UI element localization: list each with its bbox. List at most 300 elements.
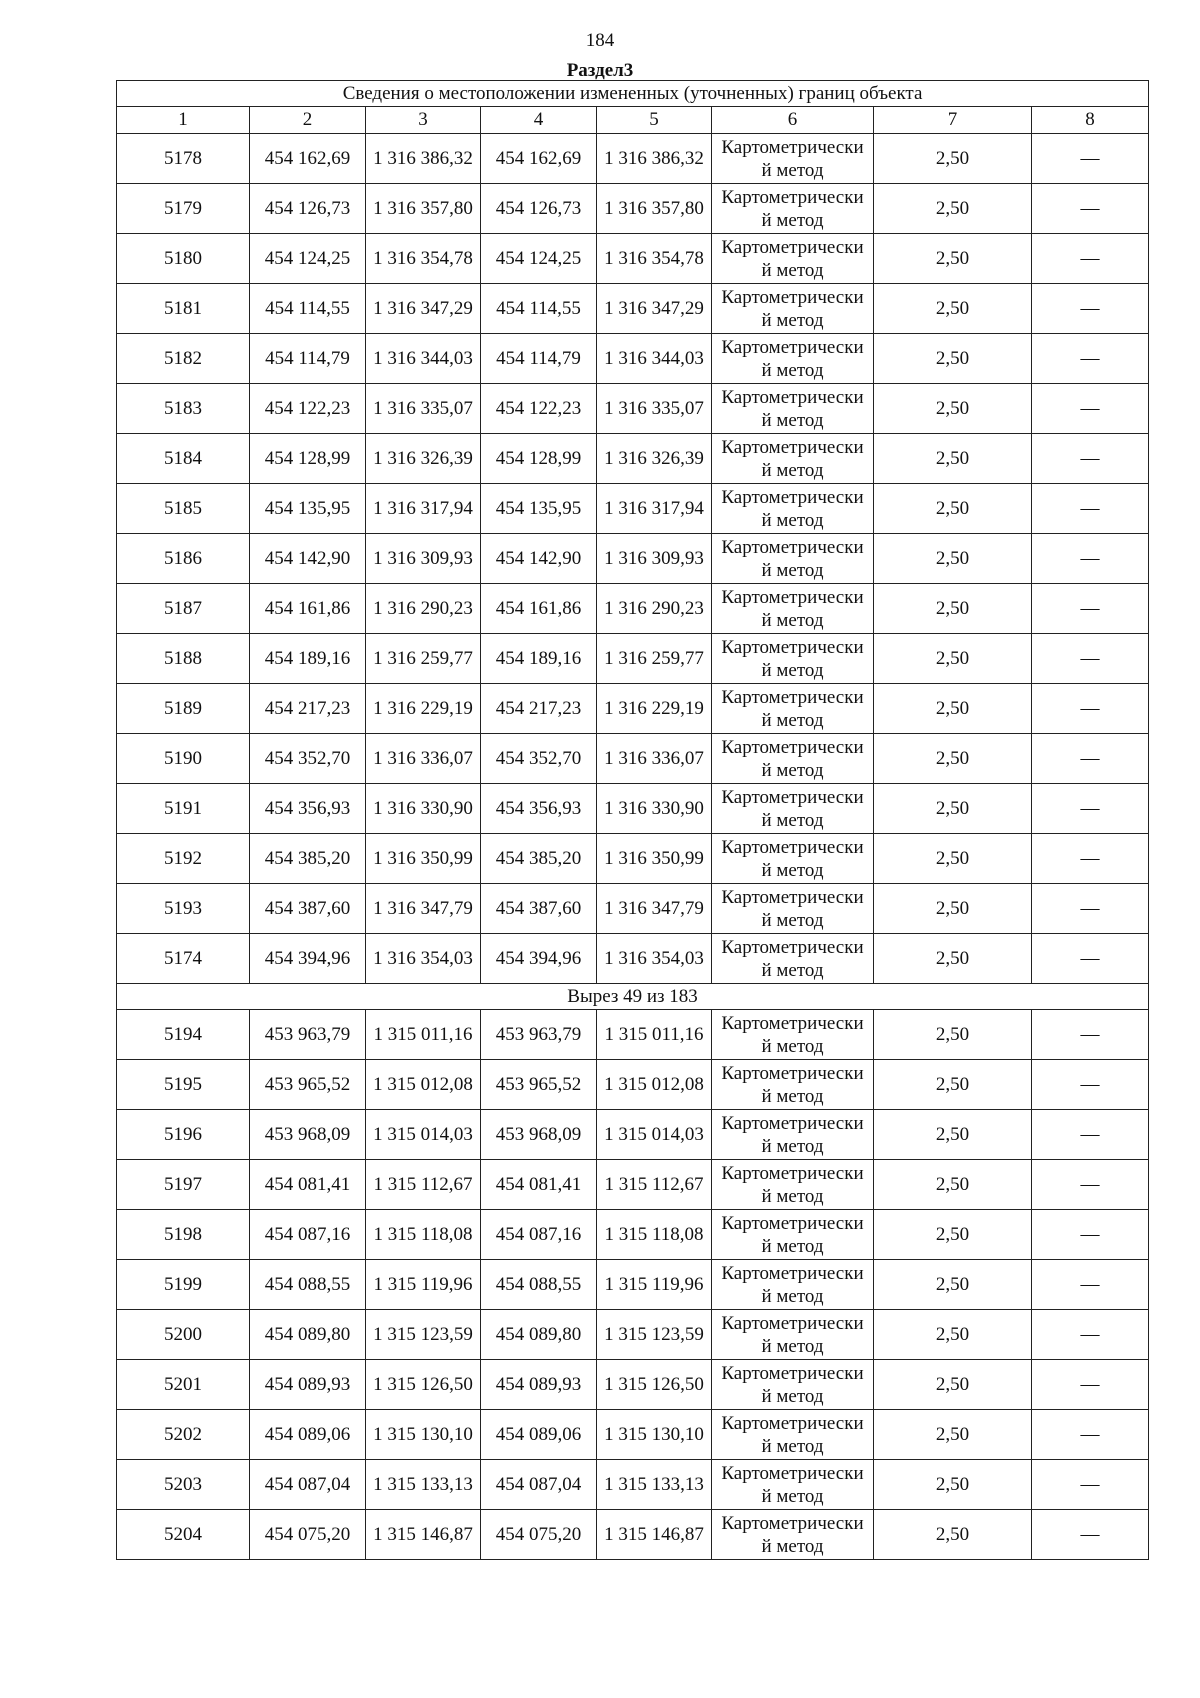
method-line-2: й метод <box>761 1535 824 1557</box>
point-number-cell: 5192 <box>117 834 250 884</box>
description-cell: — <box>1032 934 1149 984</box>
x-old-cell: 454 114,55 <box>250 284 366 334</box>
method-line-2: й метод <box>761 1135 824 1157</box>
y-new-cell: 1 316 347,29 <box>597 284 712 334</box>
method-line-1: Картометрически <box>721 436 864 458</box>
y-old-cell: 1 315 146,87 <box>366 1510 481 1560</box>
x-new-cell: 454 126,73 <box>481 184 597 234</box>
table-row <box>117 484 1149 534</box>
method-cell <box>712 234 874 284</box>
point-number-cell: 5198 <box>117 1210 250 1260</box>
accuracy-cell: 2,50 <box>874 1160 1032 1210</box>
accuracy-cell: 2,50 <box>874 1110 1032 1160</box>
x-old-cell: 454 162,69 <box>250 134 366 184</box>
coordinates-table <box>116 80 1149 1560</box>
x-old-cell: 454 385,20 <box>250 834 366 884</box>
x-old-cell: 454 126,73 <box>250 184 366 234</box>
method-line-2: й метод <box>761 1035 824 1057</box>
accuracy-cell: 2,50 <box>874 684 1032 734</box>
y-old-cell: 1 316 330,90 <box>366 784 481 834</box>
description-cell: — <box>1032 834 1149 884</box>
x-new-cell: 454 114,55 <box>481 284 597 334</box>
point-number-cell: 5182 <box>117 334 250 384</box>
x-new-cell: 454 088,55 <box>481 1260 597 1310</box>
method-line-2: й метод <box>761 759 824 781</box>
method-line-1: Картометрически <box>721 236 864 258</box>
y-new-cell: 1 315 011,16 <box>597 1010 712 1060</box>
description-cell: — <box>1032 584 1149 634</box>
page-number: 184 <box>585 30 615 51</box>
x-new-cell: 454 089,80 <box>481 1310 597 1360</box>
x-old-cell: 454 081,41 <box>250 1160 366 1210</box>
x-new-cell: 454 217,23 <box>481 684 597 734</box>
method-line-1: Картометрически <box>721 1362 864 1384</box>
x-new-cell: 454 087,16 <box>481 1210 597 1260</box>
point-number-cell: 5189 <box>117 684 250 734</box>
y-old-cell: 1 316 386,32 <box>366 134 481 184</box>
point-number-cell: 5187 <box>117 584 250 634</box>
description-cell: — <box>1032 734 1149 784</box>
method-line-1: Картометрически <box>721 1312 864 1334</box>
point-number-cell: 5183 <box>117 384 250 434</box>
method-line-1: Картометрически <box>721 336 864 358</box>
accuracy-cell: 2,50 <box>874 1510 1032 1560</box>
table-body <box>117 134 1149 1560</box>
x-new-cell: 454 081,41 <box>481 1160 597 1210</box>
description-cell: — <box>1032 1360 1149 1410</box>
x-old-cell: 454 114,79 <box>250 334 366 384</box>
method-line-1: Картометрически <box>721 1412 864 1434</box>
method-cell <box>712 1260 874 1310</box>
x-old-cell: 453 968,09 <box>250 1110 366 1160</box>
table-row <box>117 1360 1149 1410</box>
table-row <box>117 1060 1149 1110</box>
x-new-cell: 454 385,20 <box>481 834 597 884</box>
x-old-cell: 454 075,20 <box>250 1510 366 1560</box>
description-cell: — <box>1032 884 1149 934</box>
x-new-cell: 454 087,04 <box>481 1460 597 1510</box>
method-line-2: й метод <box>761 1385 824 1407</box>
method-line-1: Картометрически <box>721 186 864 208</box>
x-new-cell: 454 075,20 <box>481 1510 597 1560</box>
accuracy-cell: 2,50 <box>874 1210 1032 1260</box>
method-line-1: Картометрически <box>721 386 864 408</box>
method-line-1: Картометрически <box>721 486 864 508</box>
column-header: 3 <box>366 107 481 134</box>
method-line-2: й метод <box>761 909 824 931</box>
x-old-cell: 454 142,90 <box>250 534 366 584</box>
x-new-cell: 454 142,90 <box>481 534 597 584</box>
x-new-cell: 454 114,79 <box>481 334 597 384</box>
point-number-cell: 5174 <box>117 934 250 984</box>
method-line-1: Картометрически <box>721 1512 864 1534</box>
point-number-cell: 5194 <box>117 1010 250 1060</box>
description-cell: — <box>1032 1210 1149 1260</box>
description-cell: — <box>1032 384 1149 434</box>
y-new-cell: 1 316 354,78 <box>597 234 712 284</box>
accuracy-cell: 2,50 <box>874 134 1032 184</box>
column-header: 2 <box>250 107 366 134</box>
accuracy-cell: 2,50 <box>874 1410 1032 1460</box>
column-header-row <box>117 107 1149 134</box>
y-old-cell: 1 316 350,99 <box>366 834 481 884</box>
y-new-cell: 1 316 330,90 <box>597 784 712 834</box>
table-row <box>117 1410 1149 1460</box>
method-line-2: й метод <box>761 509 824 531</box>
accuracy-cell: 2,50 <box>874 534 1032 584</box>
x-old-cell: 454 087,16 <box>250 1210 366 1260</box>
description-cell: — <box>1032 484 1149 534</box>
table-row <box>117 1110 1149 1160</box>
point-number-cell: 5204 <box>117 1510 250 1560</box>
x-old-cell: 454 124,25 <box>250 234 366 284</box>
description-cell: — <box>1032 1460 1149 1510</box>
method-line-1: Картометрически <box>721 1112 864 1134</box>
y-new-cell: 1 315 146,87 <box>597 1510 712 1560</box>
accuracy-cell: 2,50 <box>874 784 1032 834</box>
method-line-1: Картометрически <box>721 936 864 958</box>
method-cell <box>712 584 874 634</box>
method-line-1: Картометрически <box>721 636 864 658</box>
description-cell: — <box>1032 134 1149 184</box>
group-label: Вырез 49 из 183 <box>117 984 1149 1010</box>
accuracy-cell: 2,50 <box>874 884 1032 934</box>
table-row <box>117 1010 1149 1060</box>
x-old-cell: 454 122,23 <box>250 384 366 434</box>
description-cell: — <box>1032 334 1149 384</box>
table-row <box>117 834 1149 884</box>
method-cell <box>712 434 874 484</box>
method-cell <box>712 134 874 184</box>
x-new-cell: 454 352,70 <box>481 734 597 784</box>
description-cell: — <box>1032 184 1149 234</box>
method-line-1: Картометрически <box>721 886 864 908</box>
y-new-cell: 1 316 326,39 <box>597 434 712 484</box>
accuracy-cell: 2,50 <box>874 1460 1032 1510</box>
description-cell: — <box>1032 1260 1149 1310</box>
method-line-2: й метод <box>761 859 824 881</box>
x-new-cell: 454 162,69 <box>481 134 597 184</box>
method-line-2: й метод <box>761 459 824 481</box>
y-new-cell: 1 316 309,93 <box>597 534 712 584</box>
method-cell <box>712 1460 874 1510</box>
method-line-1: Картометрически <box>721 1062 864 1084</box>
method-cell <box>712 1310 874 1360</box>
table-row <box>117 734 1149 784</box>
table-row <box>117 184 1149 234</box>
x-new-cell: 454 128,99 <box>481 434 597 484</box>
y-new-cell: 1 316 290,23 <box>597 584 712 634</box>
point-number-cell: 5188 <box>117 634 250 684</box>
method-line-1: Картометрически <box>721 1012 864 1034</box>
x-old-cell: 454 128,99 <box>250 434 366 484</box>
point-number-cell: 5200 <box>117 1310 250 1360</box>
method-cell <box>712 1010 874 1060</box>
x-old-cell: 453 965,52 <box>250 1060 366 1110</box>
table-row <box>117 884 1149 934</box>
x-old-cell: 454 089,80 <box>250 1310 366 1360</box>
y-old-cell: 1 315 012,08 <box>366 1060 481 1110</box>
group-label-row <box>117 984 1149 1010</box>
y-old-cell: 1 316 309,93 <box>366 534 481 584</box>
table-row <box>117 584 1149 634</box>
y-new-cell: 1 315 126,50 <box>597 1360 712 1410</box>
method-cell <box>712 534 874 584</box>
method-line-2: й метод <box>761 1085 824 1107</box>
point-number-cell: 5199 <box>117 1260 250 1310</box>
y-new-cell: 1 316 350,99 <box>597 834 712 884</box>
table-row <box>117 1510 1149 1560</box>
y-old-cell: 1 316 357,80 <box>366 184 481 234</box>
method-line-2: й метод <box>761 959 824 981</box>
method-line-2: й метод <box>761 1335 824 1357</box>
method-cell <box>712 334 874 384</box>
point-number-cell: 5201 <box>117 1360 250 1410</box>
method-line-1: Картометрически <box>721 1262 864 1284</box>
table-row <box>117 334 1149 384</box>
method-line-1: Картометрически <box>721 736 864 758</box>
y-new-cell: 1 315 012,08 <box>597 1060 712 1110</box>
description-cell: — <box>1032 234 1149 284</box>
accuracy-cell: 2,50 <box>874 584 1032 634</box>
y-new-cell: 1 315 112,67 <box>597 1160 712 1210</box>
method-cell <box>712 1210 874 1260</box>
x-old-cell: 454 387,60 <box>250 884 366 934</box>
description-cell: — <box>1032 684 1149 734</box>
description-cell: — <box>1032 434 1149 484</box>
x-new-cell: 454 122,23 <box>481 384 597 434</box>
y-old-cell: 1 315 130,10 <box>366 1410 481 1460</box>
point-number-cell: 5193 <box>117 884 250 934</box>
x-new-cell: 454 124,25 <box>481 234 597 284</box>
method-line-1: Картометрически <box>721 136 864 158</box>
y-old-cell: 1 315 014,03 <box>366 1110 481 1160</box>
table-row <box>117 534 1149 584</box>
section-title: Раздел3 <box>566 60 634 81</box>
table-row <box>117 384 1149 434</box>
y-new-cell: 1 315 014,03 <box>597 1110 712 1160</box>
y-old-cell: 1 316 336,07 <box>366 734 481 784</box>
description-cell: — <box>1032 784 1149 834</box>
accuracy-cell: 2,50 <box>874 334 1032 384</box>
accuracy-cell: 2,50 <box>874 1060 1032 1110</box>
x-new-cell: 453 968,09 <box>481 1110 597 1160</box>
accuracy-cell: 2,50 <box>874 484 1032 534</box>
y-old-cell: 1 316 354,78 <box>366 234 481 284</box>
description-cell: — <box>1032 1310 1149 1360</box>
y-old-cell: 1 315 126,50 <box>366 1360 481 1410</box>
point-number-cell: 5196 <box>117 1110 250 1160</box>
method-line-2: й метод <box>761 259 824 281</box>
y-new-cell: 1 316 386,32 <box>597 134 712 184</box>
column-header: 4 <box>481 107 597 134</box>
method-line-2: й метод <box>761 659 824 681</box>
point-number-cell: 5179 <box>117 184 250 234</box>
method-cell <box>712 1510 874 1560</box>
y-new-cell: 1 316 344,03 <box>597 334 712 384</box>
method-cell <box>712 684 874 734</box>
table-row <box>117 234 1149 284</box>
y-new-cell: 1 316 354,03 <box>597 934 712 984</box>
table-row <box>117 1310 1149 1360</box>
point-number-cell: 5197 <box>117 1160 250 1210</box>
method-line-1: Картометрически <box>721 286 864 308</box>
y-old-cell: 1 315 011,16 <box>366 1010 481 1060</box>
description-cell: — <box>1032 634 1149 684</box>
y-old-cell: 1 316 347,79 <box>366 884 481 934</box>
accuracy-cell: 2,50 <box>874 1310 1032 1360</box>
accuracy-cell: 2,50 <box>874 234 1032 284</box>
method-line-2: й метод <box>761 1485 824 1507</box>
table-row <box>117 684 1149 734</box>
y-old-cell: 1 316 344,03 <box>366 334 481 384</box>
y-old-cell: 1 316 259,77 <box>366 634 481 684</box>
method-line-2: й метод <box>761 1235 824 1257</box>
point-number-cell: 5186 <box>117 534 250 584</box>
y-old-cell: 1 316 354,03 <box>366 934 481 984</box>
method-line-2: й метод <box>761 559 824 581</box>
column-header: 8 <box>1032 107 1149 134</box>
method-cell <box>712 1410 874 1460</box>
y-new-cell: 1 316 335,07 <box>597 384 712 434</box>
y-new-cell: 1 316 229,19 <box>597 684 712 734</box>
table-row <box>117 1160 1149 1210</box>
x-old-cell: 454 089,06 <box>250 1410 366 1460</box>
table-caption: Сведения о местоположении измененных (уточненных) границ объекта <box>117 81 1149 107</box>
x-new-cell: 454 387,60 <box>481 884 597 934</box>
x-new-cell: 453 965,52 <box>481 1060 597 1110</box>
point-number-cell: 5202 <box>117 1410 250 1460</box>
table-row <box>117 1210 1149 1260</box>
x-old-cell: 454 352,70 <box>250 734 366 784</box>
y-new-cell: 1 316 347,79 <box>597 884 712 934</box>
point-number-cell: 5180 <box>117 234 250 284</box>
method-line-2: й метод <box>761 609 824 631</box>
table-row <box>117 284 1149 334</box>
point-number-cell: 5203 <box>117 1460 250 1510</box>
accuracy-cell: 2,50 <box>874 934 1032 984</box>
method-cell <box>712 1060 874 1110</box>
column-header: 6 <box>712 107 874 134</box>
method-cell <box>712 834 874 884</box>
x-new-cell: 453 963,79 <box>481 1010 597 1060</box>
x-old-cell: 454 394,96 <box>250 934 366 984</box>
accuracy-cell: 2,50 <box>874 434 1032 484</box>
method-cell <box>712 284 874 334</box>
x-new-cell: 454 161,86 <box>481 584 597 634</box>
method-line-2: й метод <box>761 1185 824 1207</box>
accuracy-cell: 2,50 <box>874 1010 1032 1060</box>
method-cell <box>712 1360 874 1410</box>
method-line-1: Картометрически <box>721 586 864 608</box>
y-old-cell: 1 316 229,19 <box>366 684 481 734</box>
table-row <box>117 784 1149 834</box>
method-cell <box>712 784 874 834</box>
accuracy-cell: 2,50 <box>874 1260 1032 1310</box>
point-number-cell: 5178 <box>117 134 250 184</box>
method-line-1: Картометрически <box>721 1462 864 1484</box>
method-cell <box>712 184 874 234</box>
point-number-cell: 5195 <box>117 1060 250 1110</box>
method-line-2: й метод <box>761 809 824 831</box>
x-old-cell: 454 135,95 <box>250 484 366 534</box>
y-new-cell: 1 316 317,94 <box>597 484 712 534</box>
y-old-cell: 1 316 347,29 <box>366 284 481 334</box>
y-new-cell: 1 316 336,07 <box>597 734 712 784</box>
description-cell: — <box>1032 1160 1149 1210</box>
method-cell <box>712 634 874 684</box>
method-cell <box>712 384 874 434</box>
y-new-cell: 1 315 119,96 <box>597 1260 712 1310</box>
x-new-cell: 454 089,93 <box>481 1360 597 1410</box>
table-row <box>117 934 1149 984</box>
accuracy-cell: 2,50 <box>874 1360 1032 1410</box>
y-new-cell: 1 315 123,59 <box>597 1310 712 1360</box>
y-old-cell: 1 315 118,08 <box>366 1210 481 1260</box>
column-header: 5 <box>597 107 712 134</box>
y-old-cell: 1 316 335,07 <box>366 384 481 434</box>
table-row <box>117 134 1149 184</box>
method-cell <box>712 734 874 784</box>
description-cell: — <box>1032 534 1149 584</box>
table-row <box>117 1260 1149 1310</box>
x-old-cell: 453 963,79 <box>250 1010 366 1060</box>
y-old-cell: 1 315 112,67 <box>366 1160 481 1210</box>
method-cell <box>712 1110 874 1160</box>
point-number-cell: 5184 <box>117 434 250 484</box>
x-old-cell: 454 217,23 <box>250 684 366 734</box>
column-header: 7 <box>874 107 1032 134</box>
method-cell <box>712 934 874 984</box>
method-line-1: Картометрически <box>721 836 864 858</box>
y-new-cell: 1 316 357,80 <box>597 184 712 234</box>
y-old-cell: 1 315 123,59 <box>366 1310 481 1360</box>
method-line-1: Картометрически <box>721 1212 864 1234</box>
x-new-cell: 454 394,96 <box>481 934 597 984</box>
x-new-cell: 454 089,06 <box>481 1410 597 1460</box>
table-row <box>117 434 1149 484</box>
method-cell <box>712 484 874 534</box>
description-cell: — <box>1032 1060 1149 1110</box>
method-line-2: й метод <box>761 309 824 331</box>
y-new-cell: 1 315 130,10 <box>597 1410 712 1460</box>
y-old-cell: 1 316 326,39 <box>366 434 481 484</box>
y-old-cell: 1 315 133,13 <box>366 1460 481 1510</box>
method-cell <box>712 884 874 934</box>
x-old-cell: 454 356,93 <box>250 784 366 834</box>
point-number-cell: 5181 <box>117 284 250 334</box>
y-new-cell: 1 316 259,77 <box>597 634 712 684</box>
method-line-2: й метод <box>761 1435 824 1457</box>
column-header: 1 <box>117 107 250 134</box>
accuracy-cell: 2,50 <box>874 834 1032 884</box>
x-old-cell: 454 089,93 <box>250 1360 366 1410</box>
x-old-cell: 454 087,04 <box>250 1460 366 1510</box>
description-cell: — <box>1032 1410 1149 1460</box>
description-cell: — <box>1032 1010 1149 1060</box>
method-line-2: й метод <box>761 359 824 381</box>
table-row <box>117 634 1149 684</box>
method-line-2: й метод <box>761 209 824 231</box>
method-line-2: й метод <box>761 409 824 431</box>
method-line-2: й метод <box>761 159 824 181</box>
point-number-cell: 5190 <box>117 734 250 784</box>
x-old-cell: 454 088,55 <box>250 1260 366 1310</box>
accuracy-cell: 2,50 <box>874 734 1032 784</box>
method-line-1: Картометрически <box>721 1162 864 1184</box>
x-new-cell: 454 189,16 <box>481 634 597 684</box>
y-old-cell: 1 316 290,23 <box>366 584 481 634</box>
